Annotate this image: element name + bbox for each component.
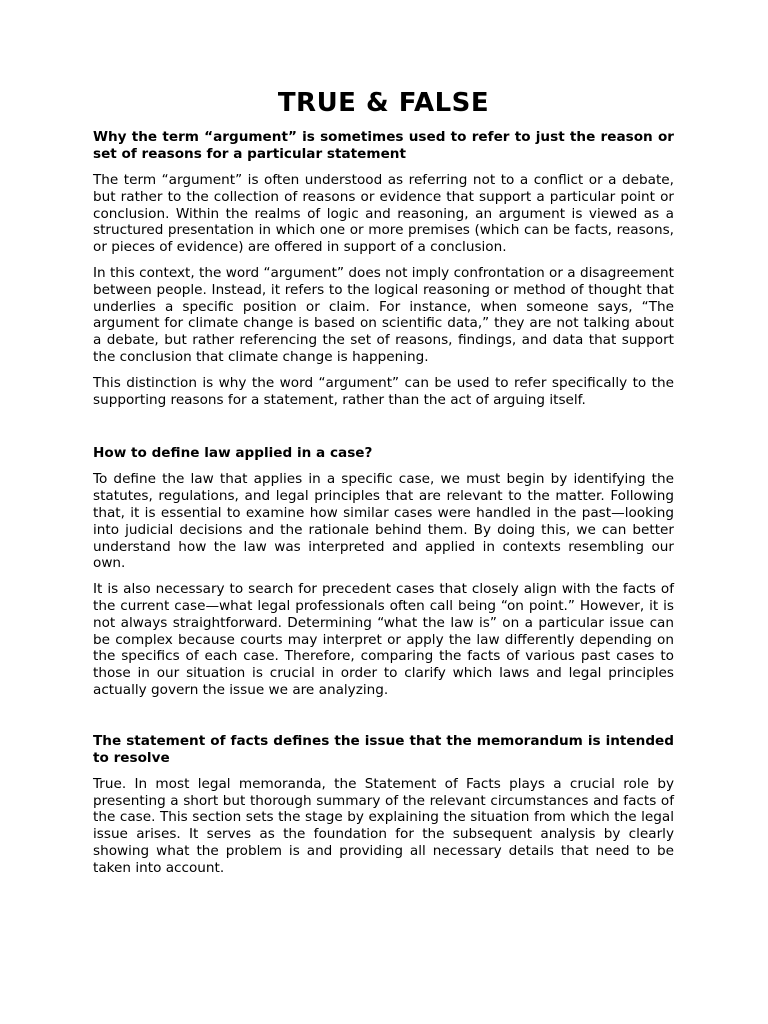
section-heading: The statement of facts defines the issue that the memorandum is intended to resolve [93, 732, 674, 766]
page-title: TRUE & FALSE [277, 88, 490, 118]
section-define-law [93, 445, 674, 698]
paragraph: The term “argument” is often understood as referring not to a conflict or a debate, but rather to the collection of reasons or evidence that support a particular point or conclusion. Within the realms of logic and reasoning, an argument is viewed as a structured presentation in which one or more premises (which can be facts, reasons, or pieces of evidence) are offered in support of a conclusion. [93, 172, 674, 256]
document-page [93, 0, 674, 877]
paragraph: This distinction is why the word “argument” can be used to refer specifically to the supporting reasons for a statement, rather than the act of arguing itself. [93, 374, 674, 408]
paragraph: In this context, the word “argument” does not imply confrontation or a disagreement between people. Instead, it refers to the logical reasoning or method of thought that underlies a specific position or claim. For instance, when someone says, “The argument for climate change is based on scientific data,” they are not talking about a debate, but rather referencing the set of reasons, findings, and data that support the conclusion that climate change is happening. [93, 264, 674, 365]
section-heading: How to define law applied in a case? [93, 445, 373, 462]
paragraph: True. In most legal memoranda, the Statement of Facts plays a crucial role by presenting a short but thorough summary of the relevant circumstances and facts of the case. This section sets the stage by explaining the situation from which the legal issue arises. It serves as the foundation for the subsequent analysis by clearly showing what the problem is and providing all necessary details that need to be taken into account. [93, 775, 674, 876]
paragraph: It is also necessary to search for precedent cases that closely align with the facts of the current case—what legal professionals often call being “on point.” However, it is not always straightforward. Determining “what the law is” on a particular issue can be complex because courts may interpret or apply the law differently depending on the specifics of each case. Therefore, comparing the facts of various past cases to those in our situation is crucial in order to clarify which laws and legal principles actually govern the issue we are analyzing. [93, 581, 674, 698]
section-statement-of-facts [93, 733, 674, 877]
section-argument [93, 129, 674, 408]
section-heading: Why the term “argument” is sometimes used to refer to just the reason or set of reasons for a particular statement [93, 129, 674, 162]
paragraph: To define the law that applies in a specific case, we must begin by identifying the statutes, regulations, and legal principles that are relevant to the matter. Following that, it is essential to examine how similar cases were handled in the past—looking into judicial decisions and the rationale behind them. By doing this, we can better understand how the law was interpreted and applied in contexts resembling our own. [93, 471, 674, 572]
